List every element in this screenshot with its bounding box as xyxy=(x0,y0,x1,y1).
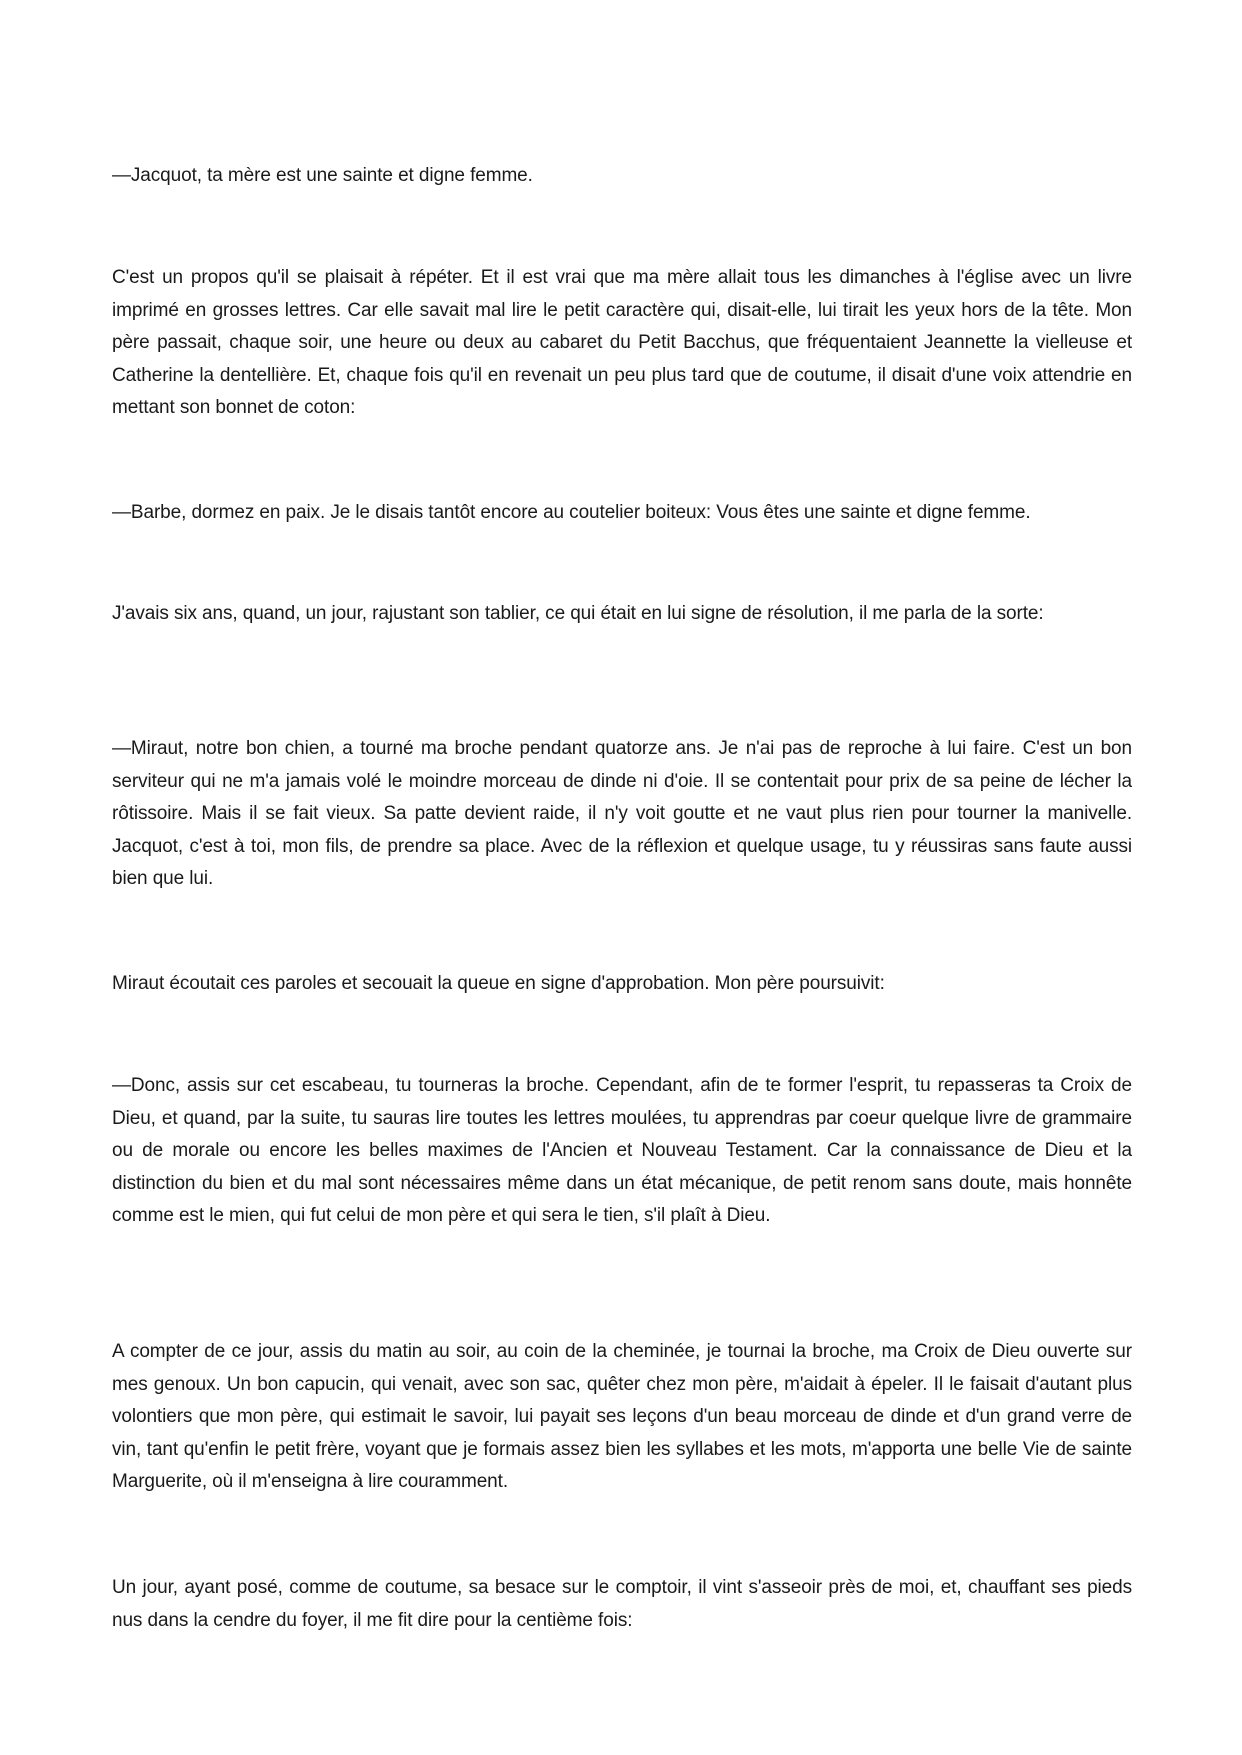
paragraph-2: C'est un propos qu'il se plaisait à répéter. Et il est vrai que ma mère allait tous les dimanches à l'église avec un livre imprimé en grosses lettres. Car elle savait mal lire le petit caractère qui, disait-elle, lui tirait les yeux hors de la tête. Mon père passait, chaque soir, une heure ou deux au cabaret du Petit Bacchus, que fréquentaient Jeannette la vielleuse et Catherine la dentellière. Et, chaque fois qu'il en revenait un peu plus tard que de coutume, il disait d'une voix attendrie en mettant son bonnet de coton: xyxy=(112,267,1132,418)
paragraph-3: —Barbe, dormez en paix. Je le disais tantôt encore au coutelier boiteux: Vous êtes une sainte et digne femme. xyxy=(112,502,1031,523)
paragraph-8: A compter de ce jour, assis du matin au soir, au coin de la cheminée, je tournai la broche, ma Croix de Dieu ouverte sur mes genoux. Un bon capucin, qui venait, avec son sac, quêter chez mon père, m'aidait à épeler. Il le faisait d'autant plus volontiers que mon père, qui estimait le savoir, lui payait ses leçons d'un beau morceau de dinde et d'un grand verre de vin, tant qu'enfin le petit frère, voyant que je formais assez bien les syllabes et les mots, m'apporta une belle Vie de sainte Marguerite, où il m'enseigna à lire couramment. xyxy=(112,1341,1132,1492)
paragraph-4: J'avais six ans, quand, un jour, rajustant son tablier, ce qui était en lui signe de résolution, il me parla de la sorte: xyxy=(112,603,1044,624)
paragraph-6: Miraut écoutait ces paroles et secouait la queue en signe d'approbation. Mon père poursuivit: xyxy=(112,973,885,994)
paragraph-9: Un jour, ayant posé, comme de coutume, sa besace sur le comptoir, il vint s'asseoir près de moi, et, chauffant ses pieds nus dans la cendre du foyer, il me fit dire pour la centième fois: xyxy=(112,1577,1132,1631)
paragraph-7: —Donc, assis sur cet escabeau, tu tourneras la broche. Cependant, afin de te former l'esprit, tu repasseras ta Croix de Dieu, et quand, par la suite, tu sauras lire toutes les lettres moulées, tu apprendras par coeur quelque livre de grammaire ou de morale ou encore les belles maximes de l'Ancien et Nouveau Testament. Car la connaissance de Dieu et la distinction du bien et du mal sont nécessaires même dans un état mécanique, de petit renom sans doute, mais honnête comme est le mien, qui fut celui de mon père et qui sera le tien, s'il plaît à Dieu. xyxy=(112,1075,1132,1226)
paragraph-1: —Jacquot, ta mère est une sainte et digne femme. xyxy=(112,165,533,186)
paragraph-5: —Miraut, notre bon chien, a tourné ma broche pendant quatorze ans. Je n'ai pas de reproche à lui faire. C'est un bon serviteur qui ne m'a jamais volé le moindre morceau de dinde ni d'oie. Il se contentait pour prix de sa peine de lécher la rôtissoire. Mais il se fait vieux. Sa patte devient raide, il n'y voit goutte et ne vaut plus rien pour tourner la manivelle. Jacquot, c'est à toi, mon fils, de prendre sa place. Avec de la réflexion et quelque usage, tu y réussiras sans faute aussi bien que lui. xyxy=(112,738,1132,889)
